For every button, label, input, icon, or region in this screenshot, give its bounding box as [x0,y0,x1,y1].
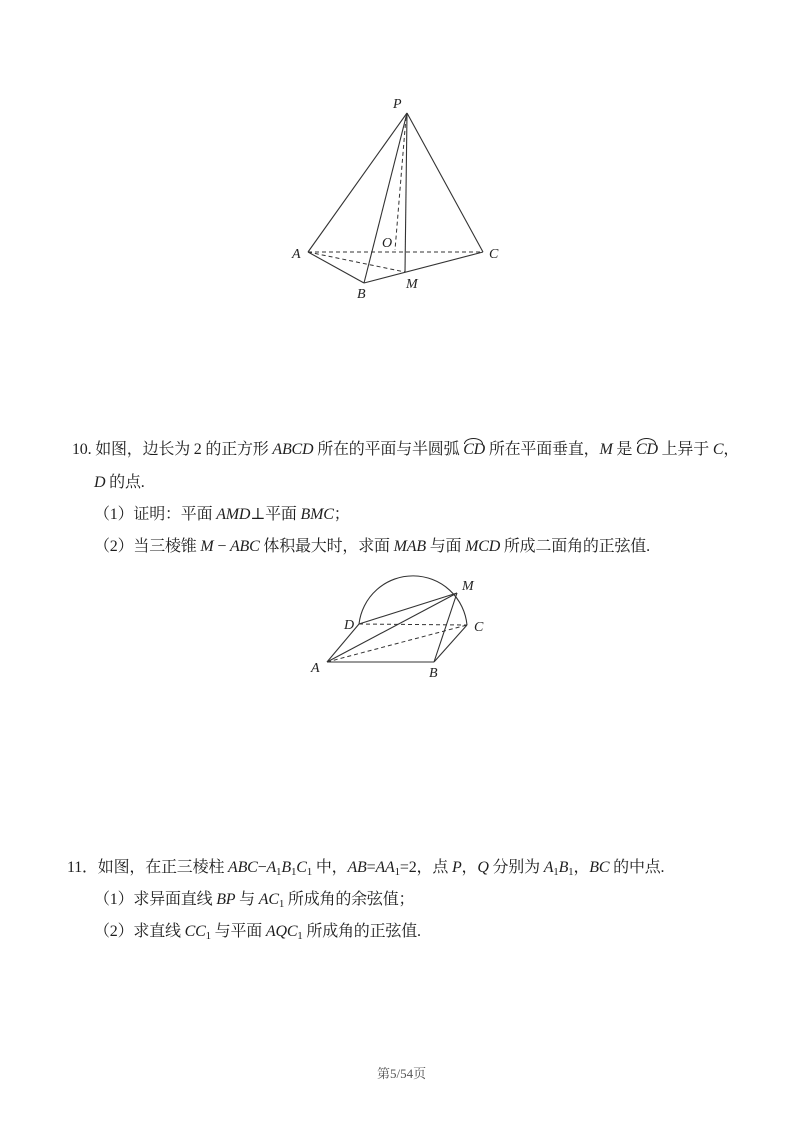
vertex-label-P: P [393,97,402,112]
square-label-A: A [311,661,320,676]
vertex-label-B: B [357,287,366,302]
page-number: 第5/54页 [377,1066,427,1081]
problem-10-item-1: （1）证明：平面 AMD⊥平面 BMC； [94,506,350,523]
problem-11-item-1: （1）求异面直线 BP 与 $AC_1$ 所成角的余弦值； [94,891,415,910]
arc-point-label-M: M [462,579,474,594]
figure-pyramid-pabc [280,95,520,310]
problem-10-statement-line-1: 10. 如图，边长为 2 的正方形 ABCD 所在的平面与半圆弧 CD 所在平面垂直，M 是 CD 上异于 C， [72,441,740,458]
figure-semicircle-abcd [300,555,500,685]
pyramid-dashed-edges [308,117,483,272]
problem-10-item-2: （2）当三棱锥 M − ABC 体积最大时，求面 MAB 与面 MCD 所成二面角的正弦值. [94,538,650,555]
square-label-D: D [344,618,355,633]
square-label-C: C [474,620,484,635]
problem-11-statement-line-1: 11．如图，在正三棱柱 $ABC-A_1B_1C_1$ 中，$AB=AA_1=2$，点 P，Q 分别为 $A_1B_1$，BC 的中点. [67,859,665,878]
vertex-label-M: M [406,277,418,292]
foot-label-O: O [382,236,393,251]
vertex-label-A: A [292,247,301,262]
vertex-label-C: C [489,247,499,262]
problem-10-statement-line-2: D 的点. [94,474,145,491]
pyramid-solid-edges [308,113,483,283]
square-label-B: B [429,666,438,681]
semicircle-arc-dc [359,576,467,625]
problem-11-item-2: （2）求直线 $CC_1$ 与平面 $AQC_1$ 所成角的正弦值. [94,923,421,942]
